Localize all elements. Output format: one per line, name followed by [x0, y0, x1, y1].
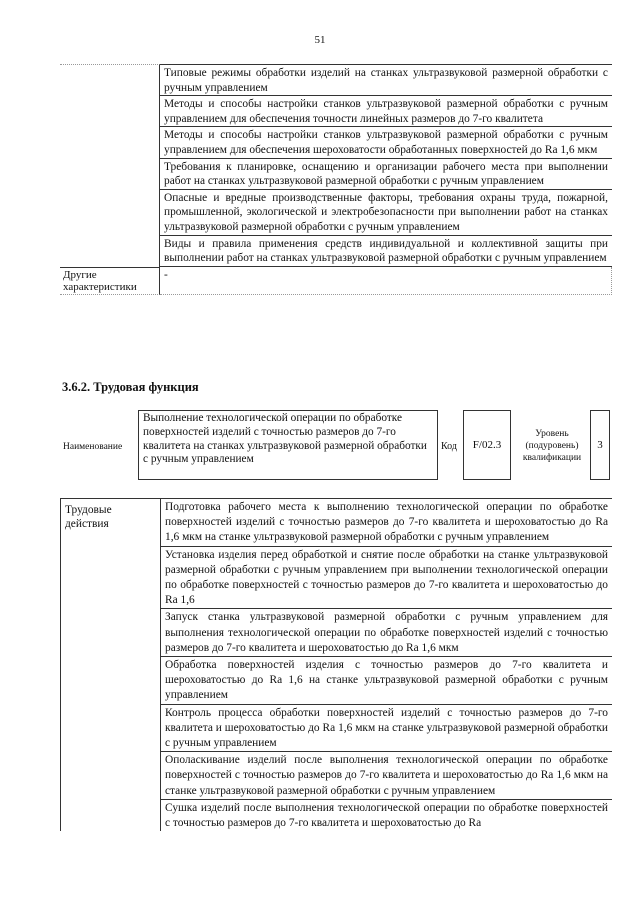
- table-row: [60, 267, 612, 295]
- function-name: Выполнение технологической операции по обработке поверхностей изделий с точностью размеров до 7-го квалитета на станках ультразвуковой размерной обработки с ручным управлением: [138, 410, 438, 480]
- section-heading: 3.6.2. Трудовая функция: [62, 380, 199, 394]
- action-text: Контроль процесса обработки поверхностей изделий с точностью размеров до 7-го квалитета и шероховатостью до Ra 1,6 мкм на станке ультразвуковой размерной обработки с ручным управлением: [161, 705, 612, 753]
- requirements-table: [60, 64, 612, 295]
- actions-table: [60, 498, 612, 831]
- action-text: Запуск станка ультразвуковой размерной обработки с ручным управлением для выполнения технологической операции по обработке поверхностей изделий с точностью размеров до 7-го квалитета и шероховатостью до Ra 1,6 мкм: [161, 609, 612, 657]
- other-characteristics-label: Другие характеристики: [60, 267, 160, 295]
- table-row: [60, 705, 612, 753]
- code-value: F/02.3: [463, 410, 511, 480]
- table-row: [60, 190, 612, 236]
- requirement-text: Методы и способы настройки станков ультразвуковой размерной обработки с ручным управлением для обеспечения шероховатости обработанных поверхностей до Ra 1,6 мкм: [160, 127, 612, 158]
- requirement-text: Методы и способы настройки станков ультразвуковой размерной обработки с ручным управлением для обеспечения точности линейных размеров до 7-го квалитета: [160, 96, 612, 127]
- table-row: [60, 236, 612, 267]
- requirement-text: Виды и правила применения средств индивидуальной и коллективной защиты при выполнении работ на станках ультразвуковой размерной обработки с ручным управлением: [160, 236, 612, 267]
- table-row: [60, 547, 612, 610]
- action-text: Ополаскивание изделий после выполнения технологической операции по обработке поверхностей с точностью размеров до 7-го квалитета и шероховатостью до Ra 1,6 мкм на станке ультразвуковой размерной обработки с ручным управлением: [161, 752, 612, 800]
- requirement-text: Типовые режимы обработки изделий на станках ультразвуковой размерной обработки с ручным управлением: [160, 64, 612, 96]
- table-row: [60, 159, 612, 190]
- name-label: Наименование: [63, 442, 123, 452]
- table-row: [60, 96, 612, 127]
- qualification-level-value: 3: [590, 410, 610, 480]
- table-row: [60, 498, 612, 547]
- requirement-text: Опасные и вредные производственные факторы, требования охраны труда, пожарной, промышленной, экологической и электробезопасности при выполнении работ на станках ультразвуковой размерной обработки с ручным управлением: [160, 190, 612, 236]
- code-label: Код: [441, 441, 457, 452]
- action-text: Установка изделия перед обработкой и снятие после обработки на станке ультразвуковой размерной обработки с ручным управлением при выполнении технологической операции по обработке поверхностей с точностью размеров до 7-го квалитета и шероховатостью до Ra 1,6: [161, 547, 612, 610]
- table-row: [60, 127, 612, 158]
- other-characteristics-value: -: [160, 267, 612, 295]
- requirement-text: Требования к планировке, оснащению и организации рабочего места при выполнении работ на станках ультразвуковой размерной обработки с ручным управлением: [160, 159, 612, 190]
- table-row: [60, 64, 612, 96]
- actions-label: Трудовые действия: [60, 498, 161, 547]
- action-text: Подготовка рабочего места к выполнению технологической операции по обработке поверхностей изделий с точностью размеров до 7-го квалитета и шероховатостью до Ra 1,6 мкм на станке ультразвуковой размерной обработки с ручным управлением: [161, 498, 612, 547]
- qualification-level-label: Уровень (подуровень) квалификации: [522, 429, 582, 463]
- action-text: Обработка поверхностей изделия с точностью размеров до 7-го квалитета и шероховатостью до Ra 1,6 на станке ультразвуковой размерной обработки с ручным управлением: [161, 657, 612, 705]
- table-row: [60, 657, 612, 705]
- table-row: [60, 609, 612, 657]
- action-text: Сушка изделий после выполнения технологической операции по обработке поверхностей с точностью размеров до 7-го квалитета и шероховатостью до Ra: [165, 801, 608, 830]
- page-number: 51: [314, 34, 326, 46]
- table-row: [60, 752, 612, 800]
- table-row: [60, 800, 612, 831]
